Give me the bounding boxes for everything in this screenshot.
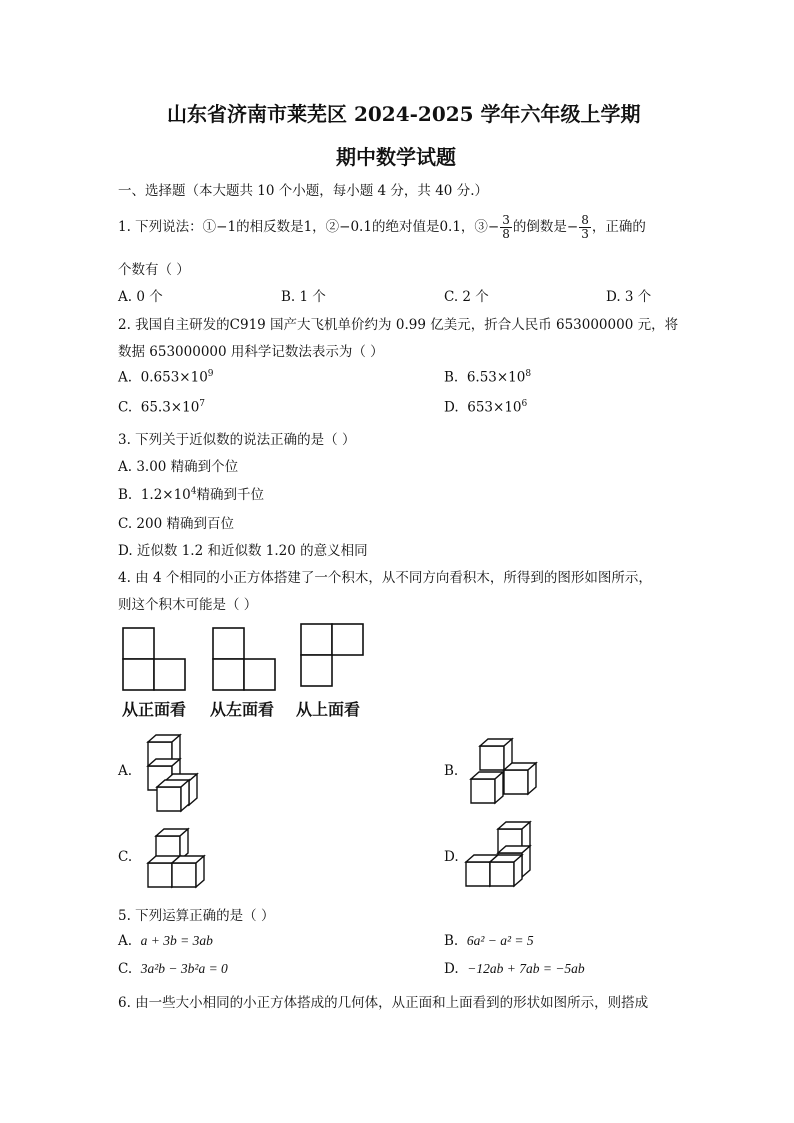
q1-fraction-2: $\frac{8}{3}$: [581, 213, 589, 241]
option-c-cubes: [148, 829, 204, 887]
q1-text-part2: 的倒数是−: [512, 219, 579, 235]
option-b-cubes: [471, 739, 536, 803]
q3-option-b[interactable]: B. $1.2\times 10^4$精确到千位: [118, 486, 265, 503]
q1-option-a[interactable]: A. 0 个: [118, 289, 163, 305]
q1-text-part1: 1. 下列说法：①−1的相反数是1，②−0.1的绝对值是0.1，③−: [118, 219, 500, 235]
q1-fraction-1: $\frac{3}{8}$: [502, 213, 510, 241]
q5-stem: 5. 下列运算正确的是（ ）: [118, 908, 275, 924]
q4-line-2: 则这个积木可能是（ ）: [118, 597, 258, 613]
q2-option-a[interactable]: A. $0.653\times 10^9$: [118, 369, 214, 386]
q5-option-b[interactable]: B. 6a² − a² = 5: [444, 933, 534, 949]
q4-option-c-label[interactable]: C.: [118, 849, 133, 865]
option-a-cubes: [148, 735, 197, 811]
q5-option-d[interactable]: D. −12ab + 7ab = −5ab: [444, 961, 585, 977]
q2-line-1: 2. 我国自主研发的C919 国产大飞机单价约为 0.99 亿美元，折合人民币 653000000 元，将: [118, 317, 679, 333]
q1-option-c[interactable]: C. 2 个: [444, 289, 489, 305]
q3-option-a[interactable]: A. 3.00 精确到个位: [118, 459, 239, 475]
section-heading: 一、选择题（本大题共 10 个小题，每小题 4 分，共 40 分.）: [118, 183, 488, 199]
view-label-top: 从上面看: [296, 700, 361, 719]
q3-option-c[interactable]: C. 200 精确到百位: [118, 516, 234, 532]
q4-option-a-label[interactable]: A.: [118, 763, 133, 779]
option-d-cubes: [466, 822, 530, 886]
q5-option-c[interactable]: C. 3a²b − 3b²a = 0: [118, 961, 228, 977]
q2-option-d[interactable]: D. $653\times 10^6$: [444, 399, 528, 416]
view-label-front: 从正面看: [122, 700, 187, 719]
q1-option-b[interactable]: B. 1 个: [281, 289, 326, 305]
q1-line-2: 个数有（ ）: [118, 262, 190, 278]
q2-line-2: 数据 653000000 用科学记数法表示为（ ）: [118, 344, 384, 360]
q4-line-1: 4. 由 4 个相同的小正方体搭建了一个积木，从不同方向看积木，所得到的图形如图所示，: [118, 570, 652, 586]
q3-option-d[interactable]: D. 近似数 1.2 和近似数 1.20 的意义相同: [118, 543, 368, 559]
title-line-1: 山东省济南市莱芜区 2024-2025 学年六年级上学期: [167, 102, 641, 126]
q2-option-b[interactable]: B. $6.53\times 10^8$: [444, 369, 532, 386]
q2-option-c[interactable]: C. $65.3\times 10^7$: [118, 399, 206, 416]
view-label-left: 从左面看: [210, 700, 275, 719]
q6-line-1: 6. 由一些大小相同的小正方体搭成的几何体，从正面和上面看到的形状如图所示，则搭成: [118, 995, 649, 1011]
q4-option-d-label[interactable]: D.: [444, 849, 459, 865]
title-line-2: 期中数学试题: [336, 145, 456, 169]
q5-option-a[interactable]: A. a + 3b = 3ab: [118, 933, 213, 949]
q1-option-d[interactable]: D. 3 个: [606, 289, 652, 305]
q1-text-part3: ，正确的: [591, 219, 646, 235]
q3-stem: 3. 下列关于近似数的说法正确的是（ ）: [118, 432, 356, 448]
q4-option-b-label[interactable]: B.: [444, 763, 459, 779]
